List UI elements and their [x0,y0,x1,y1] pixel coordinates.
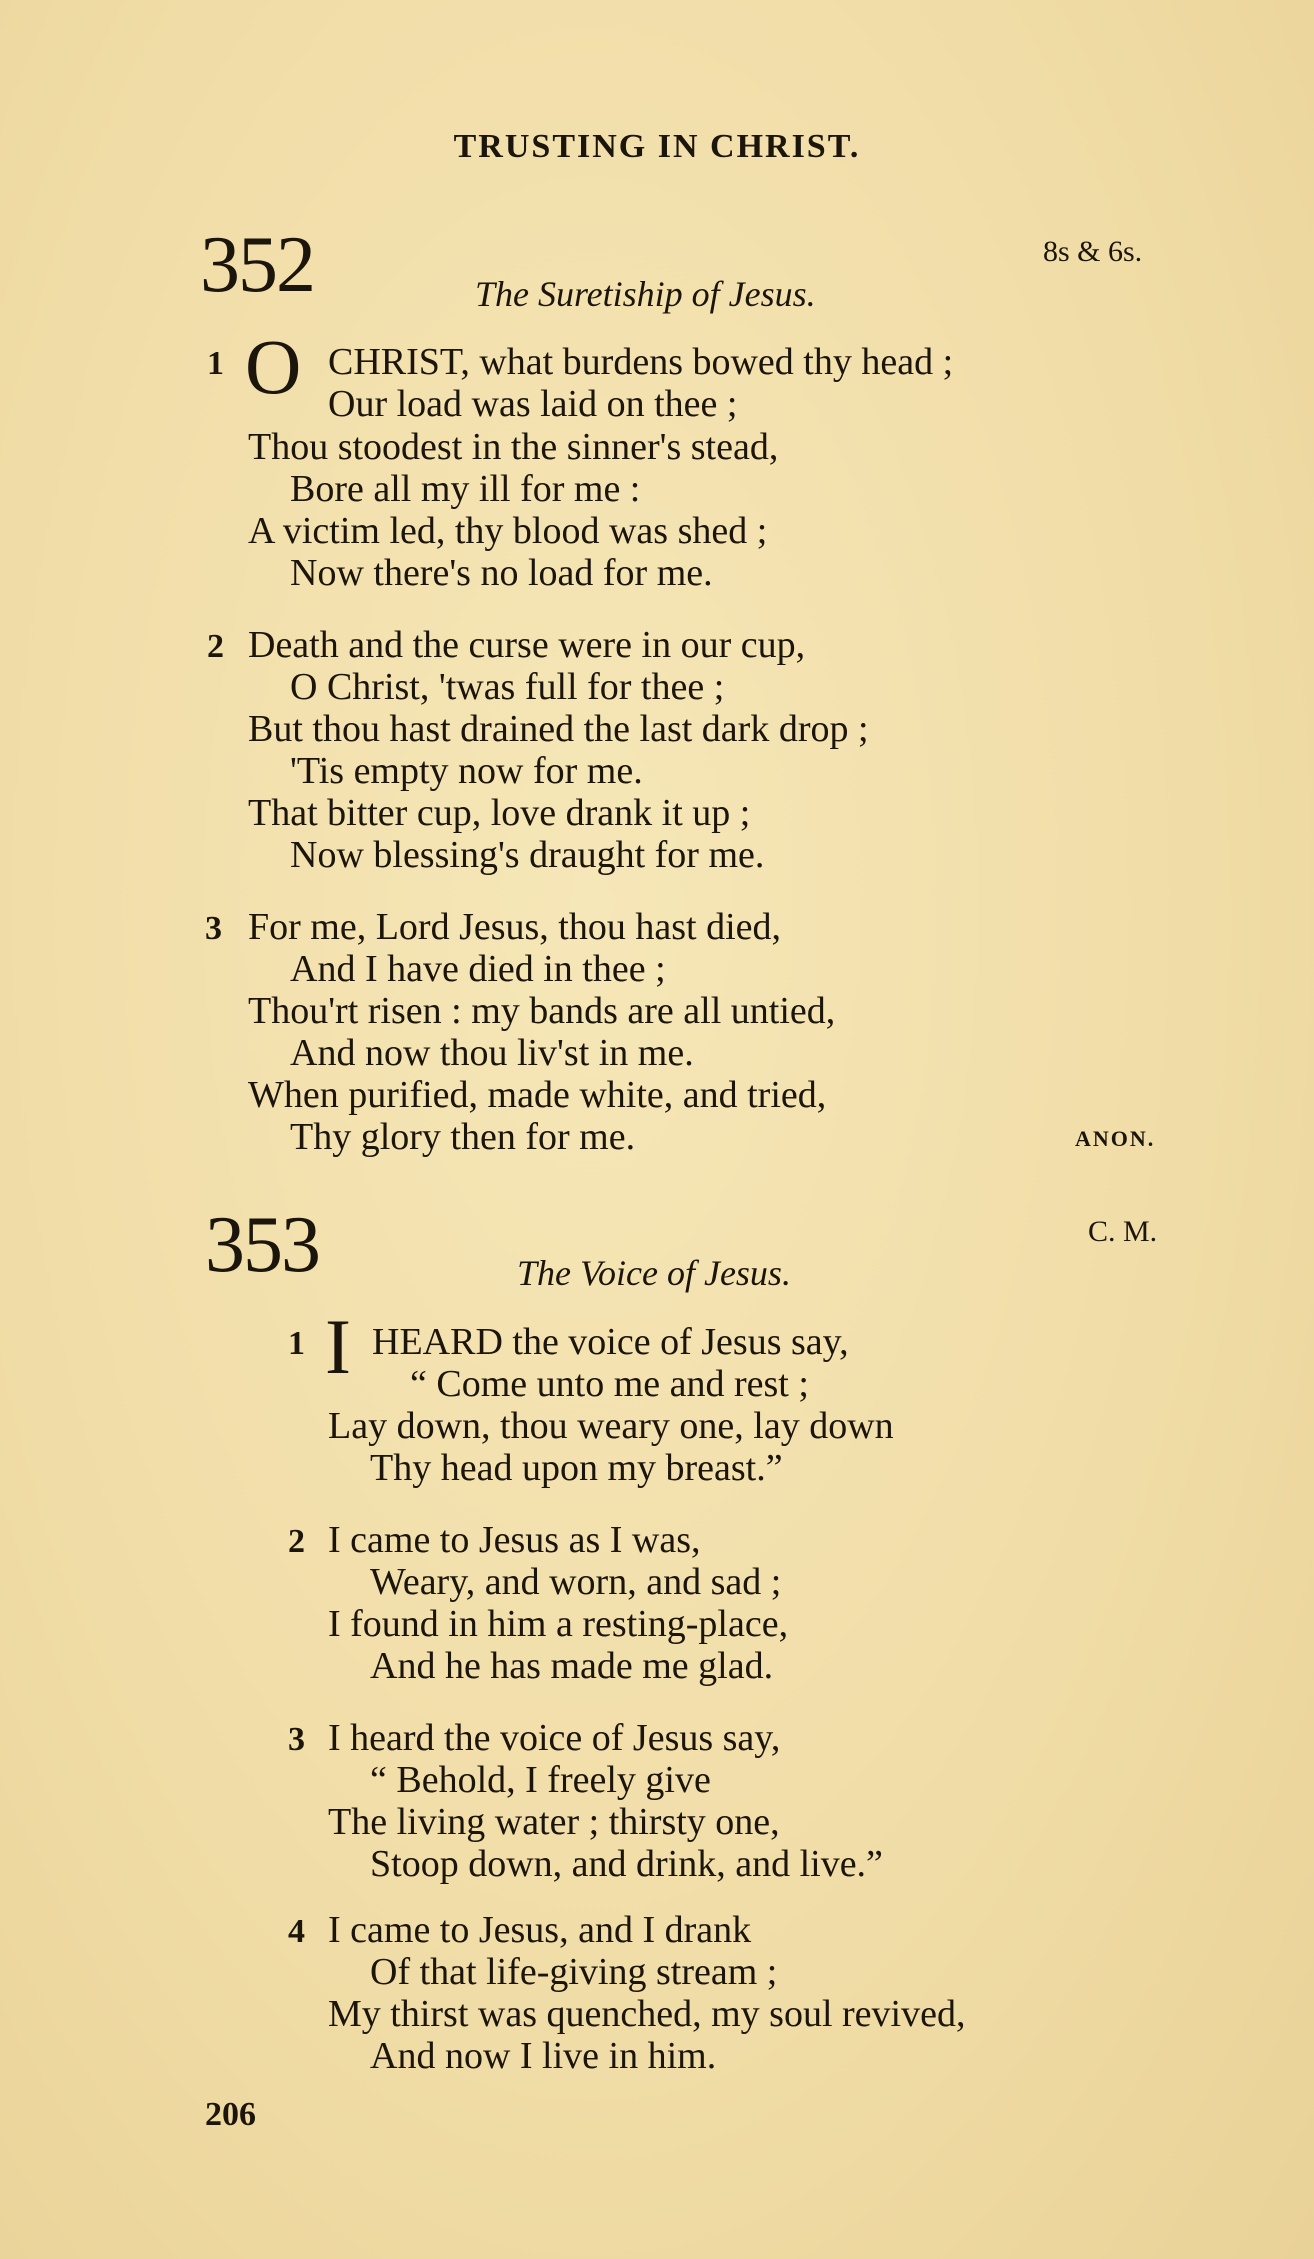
verse-line: But thou hast drained the last dark drop ; [248,708,869,750]
verse-line: My thirst was quenched, my soul revived, [328,1993,966,2035]
verse-line: Weary, and worn, and sad ; [370,1561,782,1603]
verse-line: Now there's no load for me. [290,552,713,594]
hymn-meter: C. M. [1088,1215,1158,1248]
verse-line: Bore all my ill for me : [290,468,641,510]
verse-line: 'Tis empty now for me. [290,750,643,792]
verse-line: CHRIST, what burdens bowed thy head ; [328,341,954,383]
verse-line: I found in him a resting-place, [328,1603,789,1645]
verse-line: Death and the curse were in our cup, [248,624,806,666]
verse-line: For me, Lord Jesus, thou hast died, [248,906,782,948]
verse-line: The living water ; thirsty one, [328,1801,780,1843]
running-head: TRUSTING IN CHRIST. [453,128,861,165]
hymn-title: The Voice of Jesus. [517,1253,791,1293]
verse-line: O Christ, 'twas full for thee ; [290,666,725,708]
hymn-title: The Suretiship of Jesus. [475,274,816,314]
verse-number: 2 [207,628,224,665]
verse-number: 3 [205,910,222,947]
verse-number: 2 [288,1523,305,1560]
verse-number: 4 [288,1913,305,1950]
verse-line: Thy glory then for me. [290,1116,636,1158]
verse-line: Our load was laid on thee ; [328,383,738,425]
verse-line: Thy head upon my breast.” [370,1447,783,1489]
drop-cap: I [325,1303,351,1390]
verse-line: I heard the voice of Jesus say, [328,1717,781,1759]
verse-line: And he has made me glad. [370,1645,774,1687]
verse-line: “ Behold, I freely give [370,1759,711,1801]
verse-line: A victim led, thy blood was shed ; [248,510,768,552]
verse-line: Of that life-giving stream ; [370,1951,778,1993]
hymn-meter: 8s & 6s. [1043,235,1143,268]
verse-number: 1 [207,345,224,382]
verse-line: Now blessing's draught for me. [290,834,765,876]
verse-line: Lay down, thou weary one, lay down [328,1405,894,1447]
verse-line: And I have died in thee ; [290,948,666,990]
verse-line: That bitter cup, love drank it up ; [248,792,751,834]
verse-number: 1 [288,1325,305,1362]
verse-line: And now thou liv'st in me. [290,1032,694,1074]
verse-line: When purified, made white, and tried, [248,1074,827,1116]
verse-line: Stoop down, and drink, and live.” [370,1843,883,1885]
page-number: 206 [205,2096,256,2133]
drop-cap: O [245,323,302,410]
verse-number: 3 [288,1721,305,1758]
verse-line: And now I live in him. [370,2035,717,2077]
verse-line: “ Come unto me and rest ; [410,1363,809,1405]
hymn-number: 353 [205,1201,319,1289]
hymn-number: 352 [200,221,314,309]
verse-line: I came to Jesus, and I drank [328,1909,752,1951]
verse-line: Thou stoodest in the sinner's stead, [248,426,779,468]
verse-line: HEARD the voice of Jesus say, [372,1321,849,1363]
composer-attribution: ANON. [1075,1126,1156,1151]
verse-line: Thou'rt risen : my bands are all untied, [248,990,836,1032]
verse-line: I came to Jesus as I was, [328,1519,701,1561]
